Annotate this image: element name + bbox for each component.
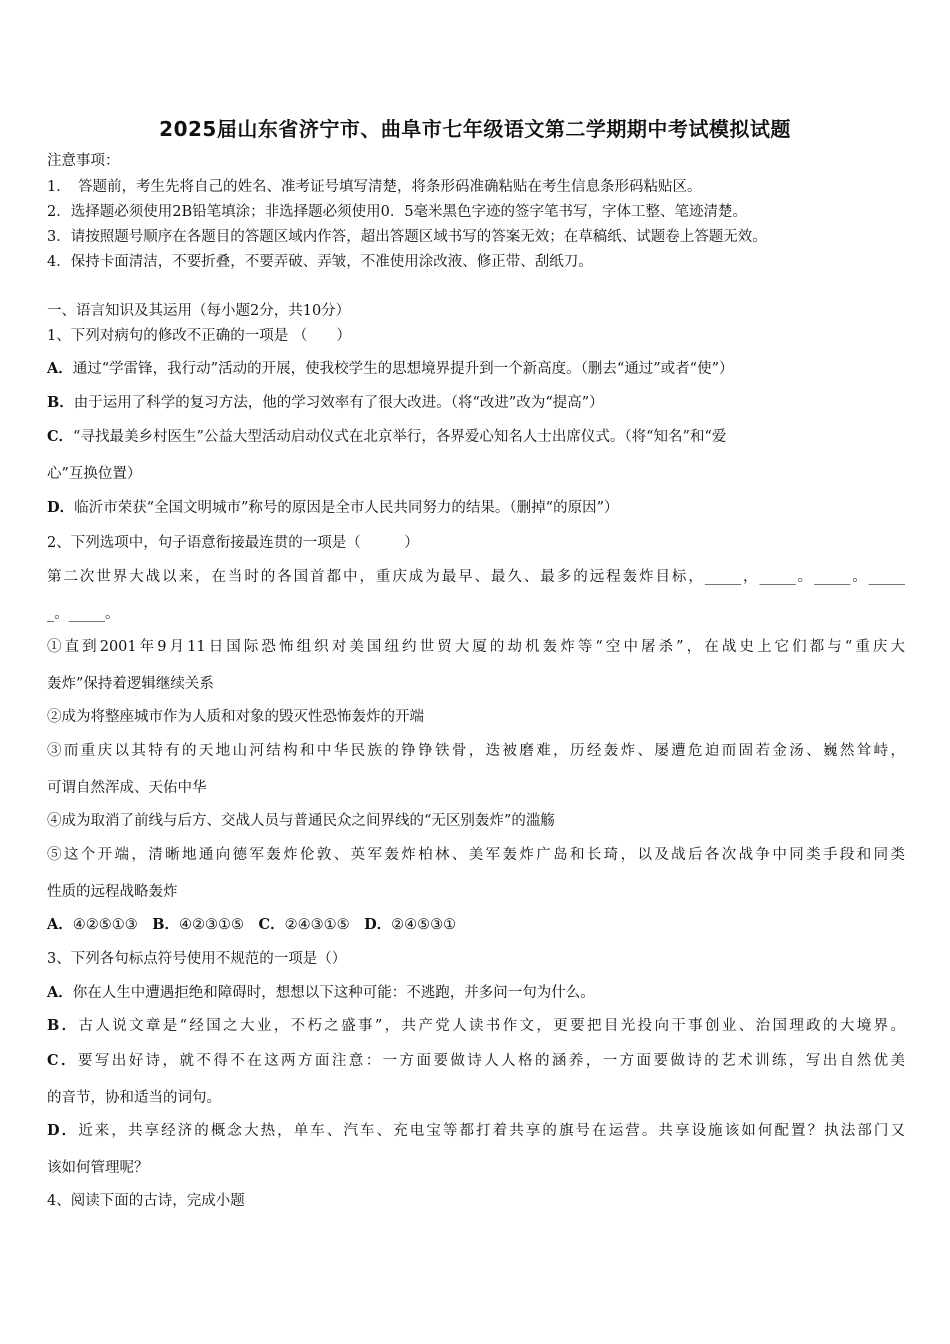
question-2-options (47, 914, 456, 936)
question-2-stem: 2、下列选项中，句子语意衔接最连贯的一项是（ ） (47, 535, 419, 551)
notice-item-3: 3．请按照题号顺序在各题目的答题区域内作答，超出答题区域书写的答案无效；在草稿纸、试题卷上答题无效。 (47, 229, 767, 245)
option-text: ④②⑤①③ (72, 917, 138, 933)
question-1-option-a (47, 358, 734, 380)
question-3-option-c (47, 1050, 905, 1072)
option-text: 古人说文章是“经国之大业，不朽之盛事”，共产党人读书作文，更要把目光投向干事创业、治国理政的大境界。 (78, 1018, 905, 1034)
option-text: “寻找最美乡村医生”公益大型活动启动仪式在北京举行，各界爱心知名人士出席仪式。（将“知名”和“爱 (73, 429, 727, 445)
option-text: 你在人生中遭遇拒绝和障碍时，想想以下这种可能：不逃跑，并多问一句为什么。 (72, 985, 595, 1001)
option-label: A． (47, 984, 73, 1001)
option-label: B． (152, 916, 180, 933)
question-1-option-b (47, 392, 604, 414)
option-label: D． (47, 499, 75, 516)
option-label: A． (47, 916, 73, 933)
question-2-sentence-2: ②成为将整座城市作为人质和对象的毁灭性恐怖轰炸的开端 (47, 709, 424, 725)
question-2-passage: 第二次世界大战以来，在当时的各国首都中，重庆成为最早、最久、最多的远程轰炸目标，_____，_____。_____。_____ (47, 569, 905, 585)
question-2-sentence-3: ③而重庆以其特有的天地山河结构和中华民族的铮铮铁骨，迭被磨难，历经轰炸、屡遭危迫而固若金汤、巍然耸峙， (47, 743, 905, 759)
option-label: C． (258, 916, 285, 933)
option-text: 通过“学雷锋，我行动”活动的开展，使我校学生的思想境界提升到一个新高度。（删去“通过”或者“使”） (72, 361, 734, 377)
section-heading: 一、语言知识及其运用（每小题2分，共10分） (47, 303, 351, 319)
question-3-option-c-cont: 的音节，协和适当的词句。 (47, 1090, 221, 1106)
option-label: C． (47, 428, 74, 445)
question-2-sentence-5-cont: 性质的远程战略轰炸 (47, 884, 178, 900)
question-2-sentence-4: ④成为取消了前线与后方、交战人员与普通民众之间界线的“无区别轰炸”的滥觞 (47, 813, 555, 829)
option-text: 由于运用了科学的复习方法，他的学习效率有了很大改进。（将“改进”改为“提高”） (73, 395, 604, 411)
option-label: B． (47, 394, 74, 411)
page-title: 2025届山东省济宁市、曲阜市七年级语文第二学期期中考试模拟试题 (159, 117, 791, 141)
option-text: ②④③①⑤ (284, 917, 350, 933)
question-2-sentence-5: ⑤这个开端，清晰地通向德军轰炸伦敦、英军轰炸柏林、美军轰炸广岛和长琦，以及战后各次战争中同类手段和同类 (47, 847, 905, 863)
question-1-option-c (47, 426, 726, 448)
question-3-option-d (47, 1120, 905, 1142)
question-3-option-d-cont: 该如何管理呢？ (47, 1160, 149, 1176)
question-2-sentence-1-cont: 轰炸”保持着逻辑继续关系 (47, 676, 214, 692)
notice-heading: 注意事项： (47, 153, 120, 169)
question-3-option-a (47, 982, 595, 1004)
question-1-option-d (47, 497, 618, 519)
option-label: A． (47, 360, 73, 377)
option-text: ②④⑤③① (391, 917, 457, 933)
question-4-stem: 4、阅读下面的古诗，完成小题 (47, 1193, 245, 1209)
option-label: D． (364, 916, 392, 933)
question-2-passage-cont: _。_____。 (47, 606, 120, 622)
notice-item-4: 4．保持卡面清洁，不要折叠，不要弄破、弄皱，不准使用涂改液、修正带、刮纸刀。 (47, 254, 593, 270)
option-text: ④②③①⑤ (179, 917, 245, 933)
option-text: 要写出好诗，就不得不在这两方面注意：一方面要做诗人人格的涵养，一方面要做诗的艺术训练，写出自然优美 (77, 1053, 905, 1069)
question-2-sentence-1: ①直到2001年9月11日国际恐怖组织对美国纽约世贸大厦的劫机轰炸等“空中屠杀”，在战史上它们都与“重庆大 (47, 639, 905, 655)
question-3-stem: 3、下列各句标点符号使用不规范的一项是（） (47, 951, 347, 967)
question-3-option-b (47, 1015, 905, 1037)
option-text: 近来，共享经济的概念大热，单车、汽车、充电宝等都打着共享的旗号在运营。共享设施该如何配置？执法部门又 (78, 1123, 905, 1139)
option-label: D． (47, 1122, 79, 1139)
question-1-option-c-cont: 心”互换位置） (47, 466, 142, 482)
option-label: C． (47, 1052, 78, 1069)
notice-item-2: 2．选择题必须使用2B铅笔填涂；非选择题必须使用0．5毫米黑色字迹的签字笔书写，字体工整、笔迹清楚。 (47, 204, 748, 220)
notice-item-1: 1． 答题前，考生先将自己的姓名、准考证号填写清楚，将条形码准确粘贴在考生信息条形码粘贴区。 (47, 179, 702, 195)
option-label: B． (47, 1017, 79, 1034)
question-2-sentence-3-cont: 可谓自然浑成、天佑中华 (47, 780, 207, 796)
question-1-stem: 1、下列对病句的修改不正确的一项是 （ ） (47, 328, 351, 344)
option-text: 临沂市荣获“全国文明城市”称号的原因是全市人民共同努力的结果。（删掉“的原因”） (74, 500, 619, 516)
